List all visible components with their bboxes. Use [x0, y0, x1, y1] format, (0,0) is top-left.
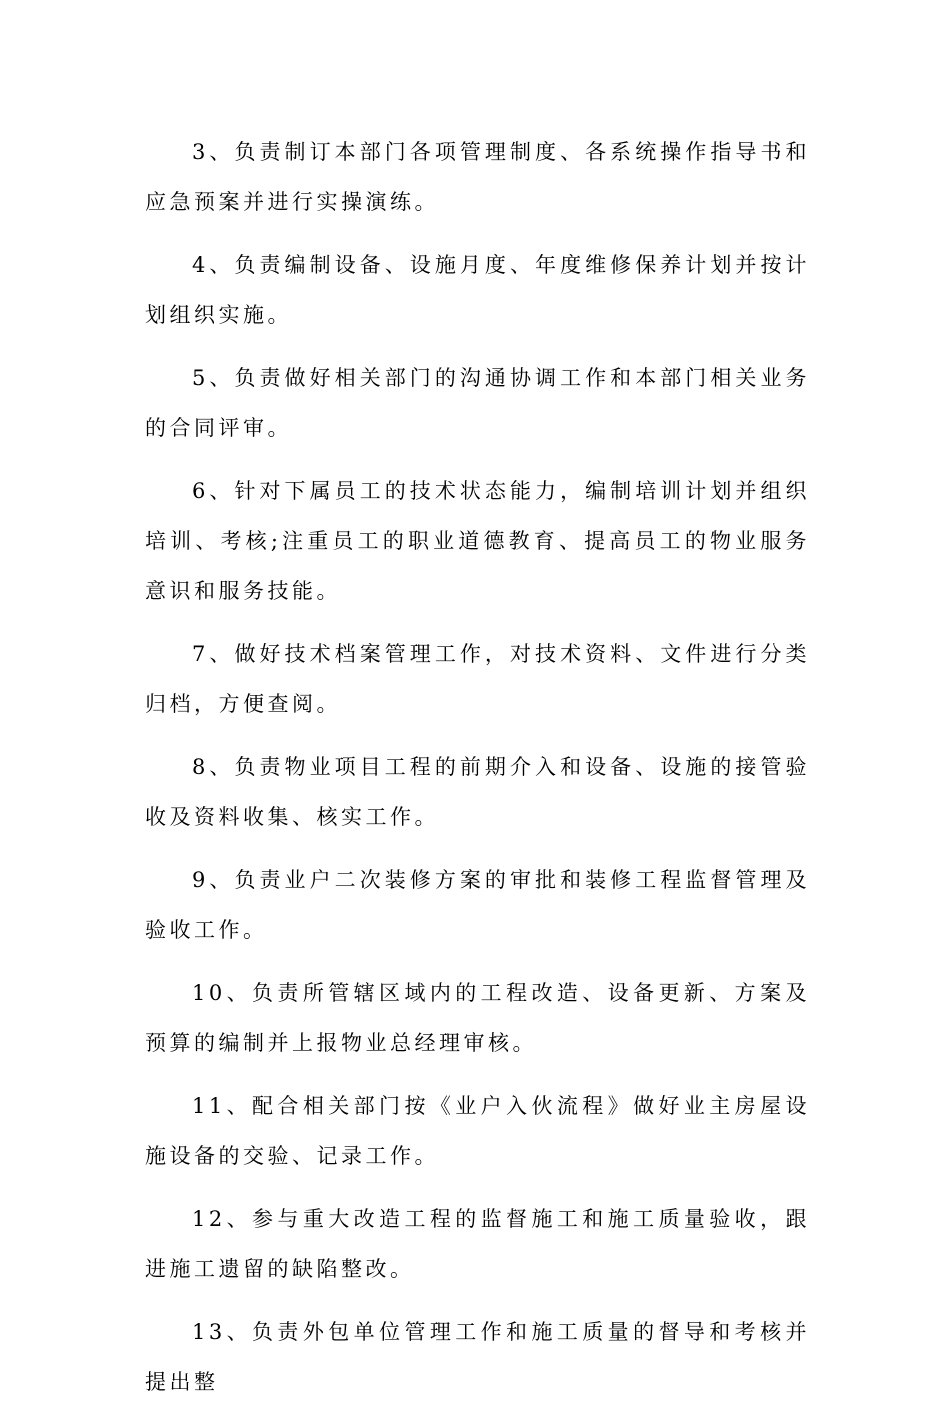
- duty-item-3: 3、负责制订本部门各项管理制度、各系统操作指导书和应急预案并进行实操演练。: [145, 140, 810, 214]
- duty-item-9: 9、负责业户二次装修方案的审批和装修工程监督管理及验收工作。: [145, 868, 810, 942]
- duty-item-4: 4、负责编制设备、设施月度、年度维修保养计划并按计划组织实施。: [145, 253, 810, 327]
- duty-item-13: 13、负责外包单位管理工作和施工质量的督导和考核并提出整: [145, 1320, 810, 1394]
- duty-item-6: 6、针对下属员工的技术状态能力，编制培训计划并组织培训、考核;注重员工的职业道德教育、提高员工的物业服务意识和服务技能。: [145, 479, 810, 603]
- duty-item-8: 8、负责物业项目工程的前期介入和设备、设施的接管验收及资料收集、核实工作。: [145, 755, 810, 829]
- duty-item-5: 5、负责做好相关部门的沟通协调工作和本部门相关业务的合同评审。: [145, 366, 810, 440]
- duty-item-10: 10、负责所管辖区域内的工程改造、设备更新、方案及预算的编制并上报物业总经理审核。: [145, 981, 810, 1055]
- duty-item-12: 12、参与重大改造工程的监督施工和施工质量验收，跟进施工遗留的缺陷整改。: [145, 1207, 810, 1281]
- duty-item-11: 11、配合相关部门按《业户入伙流程》做好业主房屋设施设备的交验、记录工作。: [145, 1094, 810, 1168]
- document-body: [145, 127, 810, 1420]
- duty-item-7: 7、做好技术档案管理工作，对技术资料、文件进行分类归档，方便查阅。: [145, 642, 810, 716]
